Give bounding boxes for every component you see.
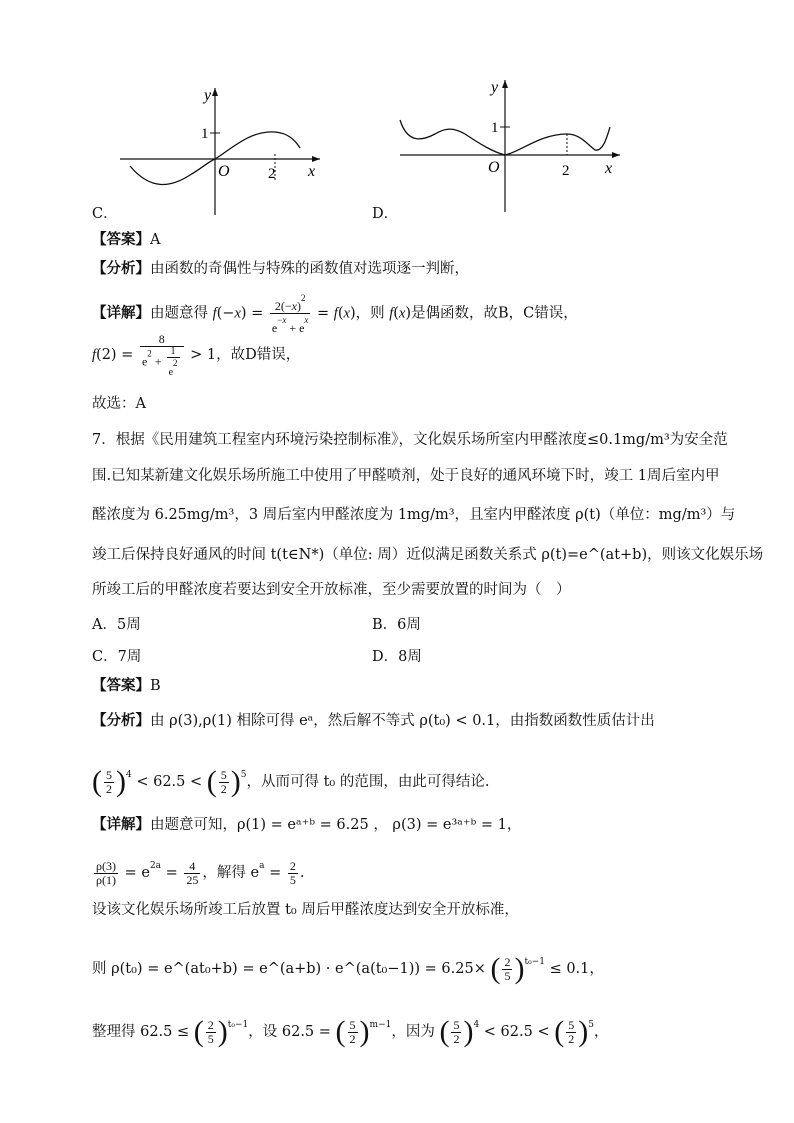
q7-detail-3: 设该文化娱乐场所竣工后放置 t₀ 周后甲醛浓度达到安全开放标准， (92, 902, 519, 918)
q6-analysis: 【分析】由函数的奇偶性与特殊的函数值对选项逐一判断， (92, 260, 469, 277)
graph-d-y-label: y (491, 79, 499, 96)
q7-detail-1: 【详解】由题意可知，ρ(1) = eᵃ⁺ᵇ = 6.25 ， ρ(3) = e³ᵃ⁺ᵇ = 1， (92, 816, 522, 833)
graph-c (110, 80, 330, 220)
graph-d-x-label: x (605, 160, 613, 177)
graph-c-tick-1: 1 (201, 126, 209, 142)
q7-option-b[interactable]: B．6周 (372, 617, 421, 633)
graph-c-y-label: y (204, 87, 212, 104)
graph-d-tick-2: 2 (562, 163, 570, 179)
q7-stem-4: 竣工后保持良好通风的时间 t(t∈N*)（单位: 周）近似满足函数关系式 ρ(t)=e^(at+b)，则该文化娱乐场 (92, 547, 764, 563)
option-c-label: C． (92, 206, 118, 222)
q6-detail-2: f(2) = 8 $e^2$ + $\frac{1}{e^2}$ > 1，故D错误， (92, 331, 301, 378)
graph-c-origin: O (218, 163, 230, 180)
q7-detail-2: $\frac{\rho(3)}{\rho(1)}$ = $e^{2a}$ = $\frac{4}{25}$ ，解得 $e^a$ = $\frac{2}{5}$ . (96, 858, 305, 887)
q7-option-a[interactable]: A．5周 (92, 617, 141, 633)
q7-detail-5: 整理得 62.5 ≤ ( $\frac{2}{5}$ )$^{t_0-1}$，设 62.5 = ( $\frac{5}{2}$ )$^{m-1}$，因为 ( $\frac{5}{2}$ )$^4$ < 62.5 < ( $\frac{5}{2}$ )$^5$， (92, 1015, 609, 1048)
q7-stem-2: 围.已知某新建文化娱乐场所施工中使用了甲醛喷剂，处于良好的通风环境下时，竣工 1周后室内甲 (92, 468, 720, 484)
q7-stem-3: 醛浓度为 6.25mg/m³，3 周后室内甲醛浓度为 1mg/m³，且室内甲醛浓度 ρ(t)（单位：mg/m³）与 (92, 507, 736, 523)
q7-answer: 【答案】B (92, 677, 161, 694)
q7-detail-4: 则 ρ(t₀) = e^(at₀+b) = e^(a+b) · e^(a(t₀−1)) = 6.25× ( $\frac{2}{5}$ )$^{t_0-1}$ ≤ 0.1， (92, 952, 604, 985)
graph-d-tick-1: 1 (491, 120, 499, 136)
q7-stem-1: 7．根据《民用建筑工程室内环境污染控制标准》，文化娱乐场所室内甲醛浓度≤0.1mg/m³为安全范 (92, 432, 728, 448)
graph-c-tick-2: 2 (268, 166, 276, 182)
q6-answer: 【答案】A (92, 231, 161, 248)
graph-d (395, 72, 625, 217)
q7-option-d[interactable]: D．8周 (372, 649, 422, 665)
graph-d-origin: O (488, 159, 500, 176)
q7-stem-5: 所竣工后的甲醛浓度若要达到安全开放标准，至少需要放置的时间为（ ） (92, 582, 571, 598)
q7-analysis-2: ( $\frac{5}{2}$ )$^4$ < 62.5 < ( $\frac{5}{2}$ )$^5$，从而可得 t₀ 的范围，由此可得结论. (92, 765, 490, 798)
q6-detail-1: 【详解】由题意得 f(−x) = $\frac{2(-x)^2}{e^{-x} + e^x}$ = f(x)，则 f(x)是偶函数，故B，C错误， (92, 293, 578, 335)
option-d-label: D． (372, 206, 399, 222)
graph-c-x-label: x (308, 163, 316, 180)
q6-conclusion: 故选：A (92, 396, 146, 412)
q7-analysis-1: 【分析】由 ρ(3),ρ(1) 相除可得 eᵃ，然后解不等式 ρ(t₀) < 0.1，由指数函数性质估计出 (92, 712, 655, 729)
q7-option-c[interactable]: C．7周 (92, 649, 142, 665)
